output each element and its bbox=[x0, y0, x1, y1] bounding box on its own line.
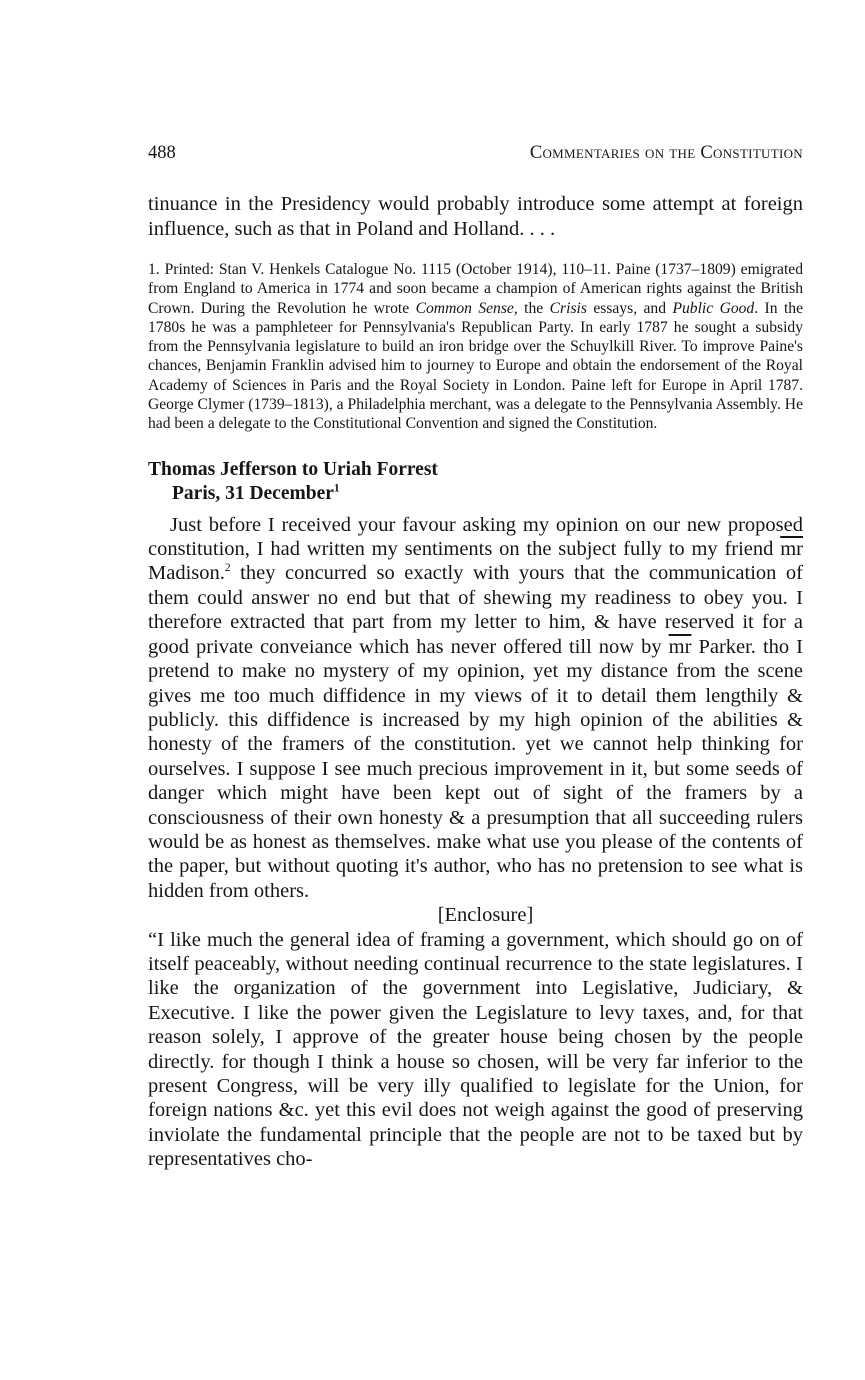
letter-heading-note-marker: 1 bbox=[333, 482, 340, 495]
letter-dateline-text: Paris, 31 December bbox=[172, 482, 334, 504]
page-number: 488 bbox=[148, 143, 176, 163]
enclosure-paragraph: “I like much the general idea of framing a government, which should go on of itself peaceably, without needing continual recurrence to the state legislatures. I like the organization of the government into Legislative, Judiciary, & Executive. I like the power given the Legislature to levy taxes, and, for that reason solely, I approve of the greater house being chosen by the people directly. for though I think a house so chosen, will be very far inferior to the present Congress, will be very illy qualified to legislate for the Union, for foreign nations &c. yet this evil does not weigh against the good of preserving inviolate the fundamental principle that the people are not to be taxed but by representatives cho- bbox=[148, 928, 803, 1171]
enclosure-label: [Enclosure] bbox=[437, 904, 534, 927]
letter-heading-dateline bbox=[148, 482, 803, 506]
footnote-title-crisis: Crisis bbox=[549, 299, 587, 317]
running-head bbox=[148, 140, 803, 170]
letter-note-marker-2: 2 bbox=[224, 562, 231, 575]
footnote-number: 1. bbox=[148, 261, 160, 278]
footnote-text-3: essays, and bbox=[586, 299, 673, 317]
footnote-title-common-sense: Common Sense bbox=[415, 299, 514, 317]
running-title: Commentaries on the Constitution bbox=[529, 143, 803, 163]
footnote-text-2: , the bbox=[513, 299, 550, 317]
footnote-text-4: . In the 1780s he was a pamphleteer for Pennsylvania's Republican Party. In early 1787 he sought a subsidy from the Pennsylvania legislature to build an iron bridge over the Schuylkill River. To improve Paine's chances, Benjamin Franklin advised him to journey to Europe and obtain the endorsement of the Royal Academy of Sciences in Paris and the Royal Society in London. Paine left for Europe in April 1787. George Clymer (1739–1813), a Philadelphia merchant, was a delegate to the Pennsylvania Assembly. He had been a delegate to the Constitutional Convention and signed the Constitution. bbox=[148, 299, 804, 433]
continued-paragraph: tinuance in the Presidency would probably introduce some attempt at foreign influence, such as that in Poland and Holland. . . . bbox=[148, 193, 803, 240]
letter-abbrev-mr: $\overline{mr}$ bbox=[780, 538, 803, 561]
footnote-text-1: Printed: Stan V. Henkels Catalogue No. 1115 (October 1914), 110–11. Paine (1737–1809) emigrated from England to America in 1774 and soon became a champion of American rights against the British Crown. During the Revolution he wrote bbox=[148, 261, 803, 317]
document-page bbox=[148, 140, 803, 1172]
letter-body-text-3: they concurred so exactly with yours that the communication of them could answer no end but that of shewing my readiness to obey you. I therefore extracted that part from my letter to him, & have reserved it for a good private conveiance which has never offered till now by bbox=[148, 562, 803, 658]
letter-body-paragraph bbox=[148, 513, 803, 904]
letter-abbrev-mr-2: $\overline{mr}$ bbox=[668, 635, 692, 658]
footnote-title-public-good: Public Good bbox=[672, 299, 755, 317]
footnote bbox=[148, 260, 803, 434]
letter-body-text-1: Just before I received your favour asking my opinion on our new proposed constitution, I had written my sentiments on the subject fully to my friend bbox=[148, 513, 803, 561]
letter-heading bbox=[148, 458, 803, 506]
letter-heading-title: Thomas Jefferson to Uriah Forrest bbox=[148, 458, 438, 480]
letter-body-text-2: Madison. bbox=[148, 562, 225, 585]
letter-body-text-4: Parker. tho I pretend to make no mystery of my opinion, yet my distance from the scene gives me too much diffidence in my views of it to detail them lengthily & publicly. this diffidence is increased by my high opinion of the abilities & honesty of the framers of the constitution. yet we cannot help thinking for ourselves. I suppose I see much precious improvement in it, but some seeds of danger which might have been kept out of sight of the framers by a consciousness of their own honesty & a presumption that all succeeding rulers would be as honest as themselves. make what use you please of the contents of the paper, but without quoting it's author, who has no pretension to see what is hidden from others. bbox=[148, 635, 803, 902]
